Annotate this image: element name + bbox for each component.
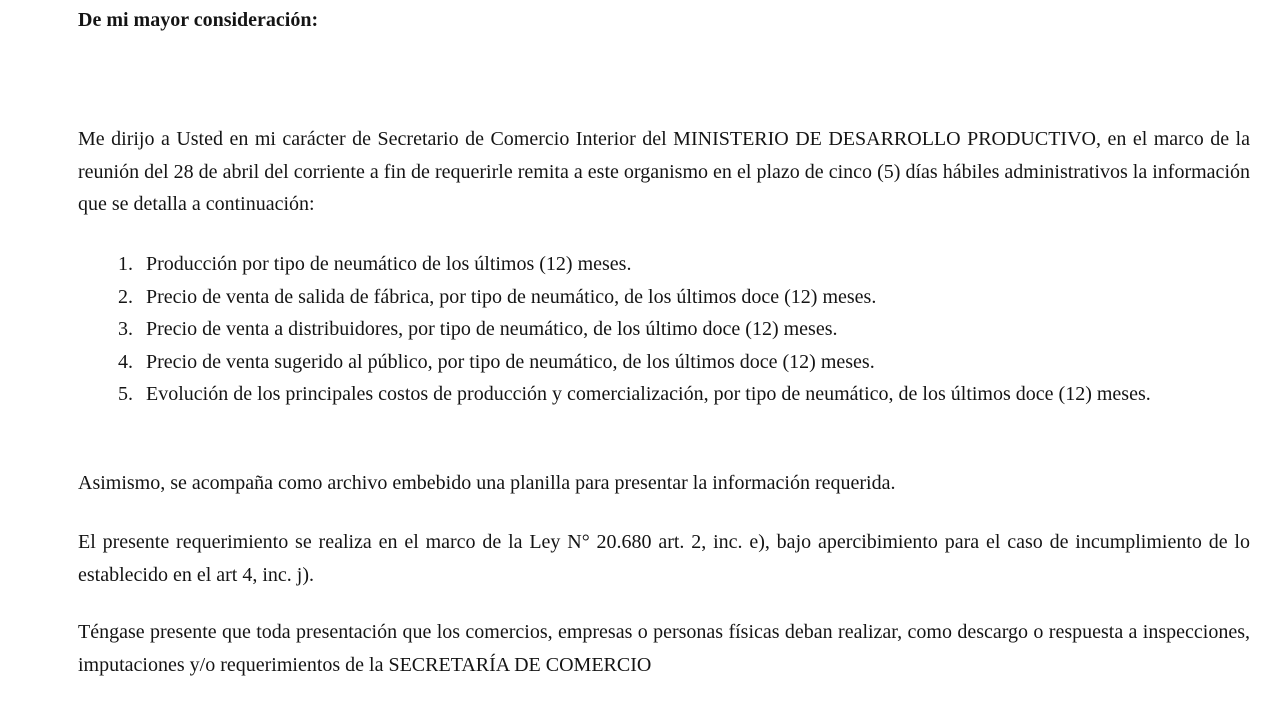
list-item-text: Precio de venta sugerido al público, por tipo de neumático, de los últimos doce (12) meses. bbox=[146, 350, 875, 373]
list-item bbox=[118, 281, 1250, 314]
list-item-text: Evolución de los principales costos de producción y comercialización, por tipo de neumático, de los últimos doce (12) meses. bbox=[146, 383, 1151, 405]
list-item-text: Producción por tipo de neumático de los últimos (12) meses. bbox=[146, 253, 632, 275]
list-item-number: 2. bbox=[118, 285, 133, 308]
list-item-number: 5. bbox=[118, 383, 133, 405]
list-item-number: 1. bbox=[118, 253, 133, 275]
list-item-number: 3. bbox=[118, 318, 133, 340]
requirements-list bbox=[118, 248, 1250, 411]
list-item bbox=[118, 346, 1250, 379]
letter-paragraph-submission-note: Téngase presente que toda presentación que los comercios, empresas o personas físicas deban realizar, como descargo o respuesta a inspecciones, imputaciones y/o requerimientos de la SECRETARÍA DE COMERCIO bbox=[78, 621, 1250, 676]
letter-paragraph-legal-basis: El presente requerimiento se realiza en el marco de la Ley N° 20.680 art. 2, inc. e), bajo apercibimiento para el caso de incumplimiento de lo establecido en el art 4, inc. j). bbox=[78, 531, 1250, 586]
list-item bbox=[118, 248, 1250, 281]
letter-paragraph-attachment: Asimismo, se acompaña como archivo embebido una planilla para presentar la información requerida. bbox=[78, 472, 896, 494]
list-item-text: Precio de venta a distribuidores, por tipo de neumático, de los último doce (12) meses. bbox=[146, 318, 838, 340]
letter-paragraph-intro: Me dirijo a Usted en mi carácter de Secretario de Comercio Interior del MINISTERIO DE DESARROLLO PRODUCTIVO, en el marco de la reunión del 28 de abril del corriente a fin de requerirle remita a este organismo en el plazo de cinco (5) días hábiles administrativos la información que se detalla a continuación: bbox=[78, 128, 1250, 215]
list-item-number: 4. bbox=[118, 350, 133, 373]
letter-greeting: De mi mayor consideración: bbox=[78, 9, 319, 31]
list-item bbox=[118, 378, 1250, 411]
list-item-text: Precio de venta de salida de fábrica, por tipo de neumático, de los últimos doce (12) meses. bbox=[146, 285, 877, 308]
list-item bbox=[118, 313, 1250, 346]
